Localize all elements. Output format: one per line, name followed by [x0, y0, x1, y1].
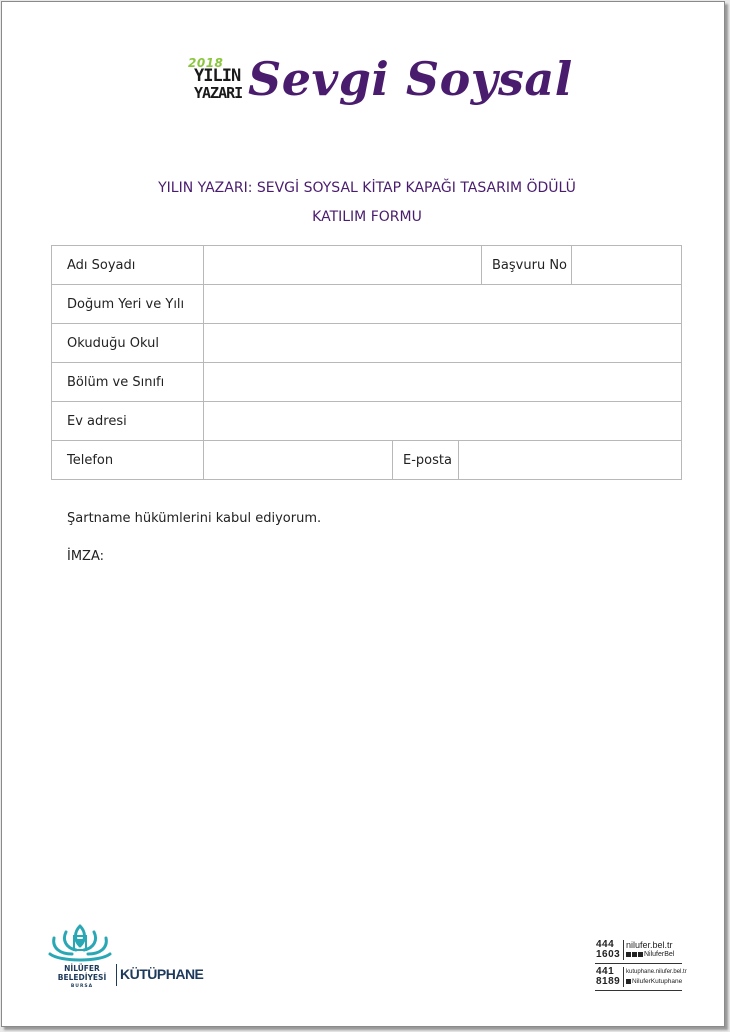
contact-phone-1-part-b: 1603	[596, 949, 621, 960]
org-city: BURSA	[70, 984, 94, 989]
form-row-address	[52, 402, 682, 441]
badge-line-1: YILIN	[194, 66, 241, 86]
contact-social-2	[626, 978, 682, 985]
email-field[interactable]	[459, 441, 682, 480]
address-label: Ev adresi	[52, 402, 204, 441]
badge-year: 2018	[188, 56, 224, 70]
contact-social-2-handle: NiluferKutuphane	[632, 978, 683, 985]
birth-field[interactable]	[204, 285, 682, 324]
name-field[interactable]	[204, 246, 482, 285]
contact-website-2[interactable]: kutuphane.nilufer.bel.tr	[626, 969, 687, 975]
org-department: KÜTÜPHANE	[120, 966, 204, 982]
department-label: Bölüm ve Sınıfı	[52, 363, 204, 402]
contact-phone-2	[596, 967, 622, 987]
event-logo	[186, 52, 573, 118]
contact-phone-1-part-a: 444	[596, 939, 615, 950]
phone-field[interactable]	[204, 441, 393, 480]
facebook-icon	[632, 952, 637, 957]
logo-divider	[116, 964, 117, 986]
school-field[interactable]	[204, 324, 682, 363]
contact-phone-2-part-b: 8189	[596, 976, 621, 987]
lotus-icon	[44, 920, 116, 964]
form-row-contact	[52, 441, 682, 480]
school-label: Okuduğu Okul	[52, 324, 204, 363]
contact-social-1	[626, 951, 674, 958]
org-name-line-1: NİLÜFER	[64, 964, 100, 973]
form-title: YILIN YAZARI: SEVGİ SOYSAL KİTAP KAPAĞI TASARIM ÖDÜLÜ	[158, 180, 576, 196]
form-row-name	[52, 246, 682, 285]
contact-row-library	[595, 966, 687, 991]
contact-social-1-handle: NiluferBel	[644, 951, 675, 958]
contact-divider	[623, 967, 624, 987]
author-name: Sevgi Soysal	[248, 52, 573, 106]
badge-line-2: YAZARI	[194, 84, 243, 102]
facebook-icon	[626, 979, 631, 984]
department-field[interactable]	[204, 363, 682, 402]
signature-label: İMZA:	[67, 549, 105, 564]
form-row-department	[52, 363, 682, 402]
org-name-line-2: BELEDİYESİ	[57, 973, 107, 982]
twitter-icon	[626, 952, 631, 957]
terms-acceptance-text: Şartname hükümlerini kabul ediyorum.	[67, 511, 322, 526]
phone-label: Telefon	[52, 441, 204, 480]
contact-website-1[interactable]: nilufer.bel.tr	[626, 940, 673, 950]
name-label: Adı Soyadı	[52, 246, 204, 285]
contact-divider	[623, 940, 624, 960]
application-no-label: Başvuru No	[482, 246, 572, 285]
application-form-table	[51, 245, 682, 480]
contact-phone-2-part-a: 441	[596, 966, 615, 977]
document-page	[1, 1, 725, 1027]
address-field[interactable]	[204, 402, 682, 441]
org-name	[52, 964, 112, 982]
contact-row-municipality	[595, 939, 682, 964]
youtube-icon	[638, 952, 643, 957]
application-no-field[interactable]	[572, 246, 682, 285]
contact-phone-1	[596, 940, 622, 960]
form-row-birth	[52, 285, 682, 324]
birth-label: Doğum Yeri ve Yılı	[52, 285, 204, 324]
form-subtitle: KATILIM FORMU	[312, 209, 422, 225]
email-label: E-posta	[393, 441, 459, 480]
municipality-logo	[44, 920, 204, 992]
contact-block	[595, 939, 685, 995]
form-row-school	[52, 324, 682, 363]
